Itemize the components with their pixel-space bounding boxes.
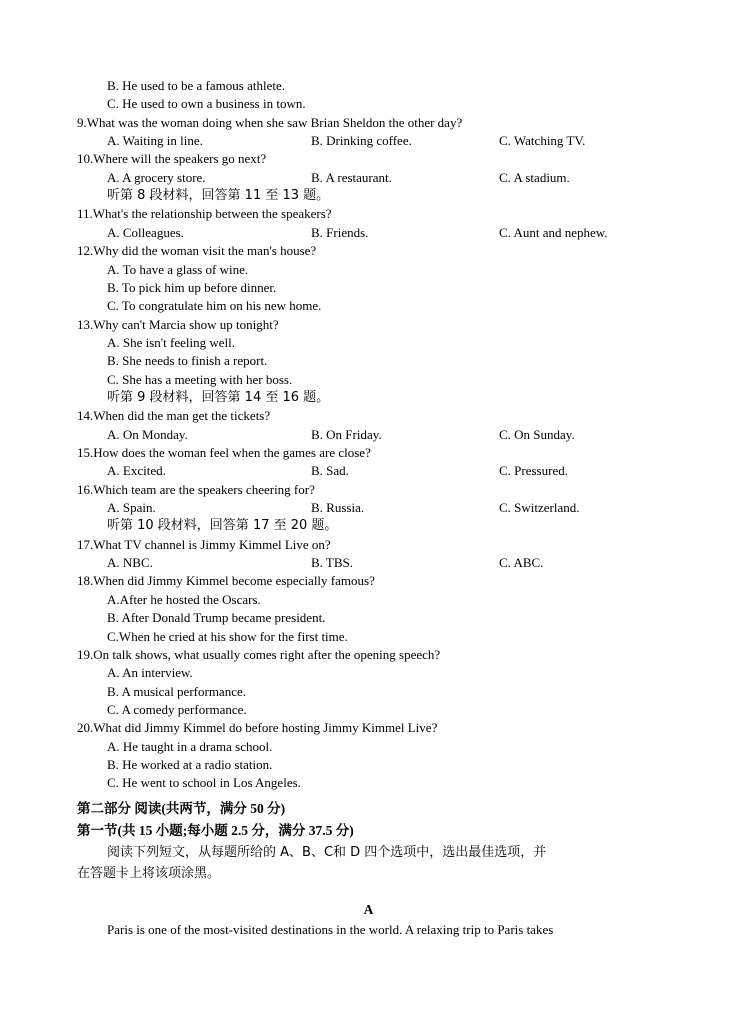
answer-option: C.When he cried at his show for the first time.: [107, 628, 348, 644]
answer-option: A. On Monday.: [107, 426, 188, 442]
listening-section-instruction: 听第 8 段材料，回答第 11 至 13 题。: [107, 188, 330, 204]
question-text: 20.What did Jimmy Kimmel do before hosting Jimmy Kimmel Live?: [77, 720, 438, 736]
answer-option: A. Waiting in line.: [107, 133, 203, 149]
answer-option: B. A musical performance.: [107, 683, 246, 699]
question-text: 9.What was the woman doing when she saw Brian Sheldon the other day?: [77, 114, 463, 130]
answer-option: B. To pick him up before dinner.: [107, 279, 277, 295]
answer-option: C. He went to school in Los Angeles.: [107, 775, 301, 791]
answer-option: C. Switzerland.: [499, 500, 580, 516]
answer-option: A. Colleagues.: [107, 224, 184, 240]
answer-option: B. He used to be a famous athlete.: [107, 78, 285, 93]
listening-section-instruction: 听第 9 段材料，回答第 14 至 16 题。: [107, 389, 330, 405]
question-text: 17.What TV channel is Jimmy Kimmel Live on?: [77, 536, 331, 552]
question-text: 16.Which team are the speakers cheering for?: [77, 481, 315, 497]
answer-option: C. ABC.: [499, 555, 544, 571]
answer-option: B. Drinking coffee.: [311, 133, 412, 149]
answer-option: B. Russia.: [311, 500, 365, 516]
answer-option: C. He used to own a business in town.: [107, 96, 306, 112]
question-text: 14.When did the man get the tickets?: [77, 408, 271, 424]
answer-option: C. To congratulate him on his new home.: [107, 298, 322, 314]
answer-option: A. Excited.: [107, 463, 166, 479]
answer-option: C. On Sunday.: [499, 426, 575, 442]
answer-option: B. After Donald Trump became president.: [107, 610, 326, 626]
instructions-line-1: 阅读下列短文，从每题所给的 A、B、C和 D 四个选项中，选出最佳选项，并: [107, 845, 547, 860]
section-part-heading: 第二部分 阅读(共两节，满分 50 分): [77, 801, 286, 816]
answer-option: A. An interview.: [107, 665, 193, 681]
answer-option: B. Friends.: [311, 224, 369, 240]
answer-option: B. On Friday.: [311, 426, 382, 442]
question-text: 18.When did Jimmy Kimmel become especially famous?: [77, 573, 375, 589]
answer-option: B. He worked at a radio station.: [107, 756, 273, 772]
answer-option: A. NBC.: [107, 555, 153, 571]
answer-option: C. She has a meeting with her boss.: [107, 371, 293, 387]
listening-section-instruction: 听第 10 段材料，回答第 17 至 20 题。: [107, 518, 338, 534]
question-text: 19.On talk shows, what usually comes right after the opening speech?: [77, 646, 441, 662]
answer-option: B. TBS.: [311, 555, 354, 571]
answer-option: C. Pressured.: [499, 463, 568, 479]
answer-option: A.After he hosted the Oscars.: [107, 591, 261, 607]
question-text: 13.Why can't Marcia show up tonight?: [77, 316, 279, 332]
answer-option: A. She isn't feeling well.: [107, 334, 235, 350]
answer-option: B. Sad.: [311, 463, 349, 479]
answer-option: B. She needs to finish a report.: [107, 353, 268, 369]
question-text: 15.How does the woman feel when the games are close?: [77, 445, 371, 460]
answer-option: B. A restaurant.: [311, 169, 392, 185]
question-text: 11.What's the relationship between the speakers?: [77, 206, 332, 222]
question-text: 12.Why did the woman visit the man's house?: [77, 243, 317, 259]
answer-option: C. Aunt and nephew.: [499, 224, 608, 240]
section-one-heading: 第一节(共 15 小题;每小题 2.5 分，满分 37.5 分): [77, 823, 354, 838]
answer-option: A. A grocery store.: [107, 169, 206, 185]
question-text: 10.Where will the speakers go next?: [77, 151, 267, 167]
answer-option: C. A comedy performance.: [107, 701, 247, 717]
answer-option: C. A stadium.: [499, 169, 570, 185]
instructions-line-2: 在答题卡上将该项涂黑。: [77, 866, 221, 881]
answer-option: A. He taught in a drama school.: [107, 738, 273, 754]
answer-option: A. To have a glass of wine.: [107, 261, 249, 277]
passage-text: Paris is one of the most-visited destinations in the world. A relaxing trip to Paris takes: [107, 922, 554, 937]
answer-option: A. Spain.: [107, 500, 156, 516]
answer-option: C. Watching TV.: [499, 133, 586, 149]
passage-label: A: [363, 902, 374, 917]
